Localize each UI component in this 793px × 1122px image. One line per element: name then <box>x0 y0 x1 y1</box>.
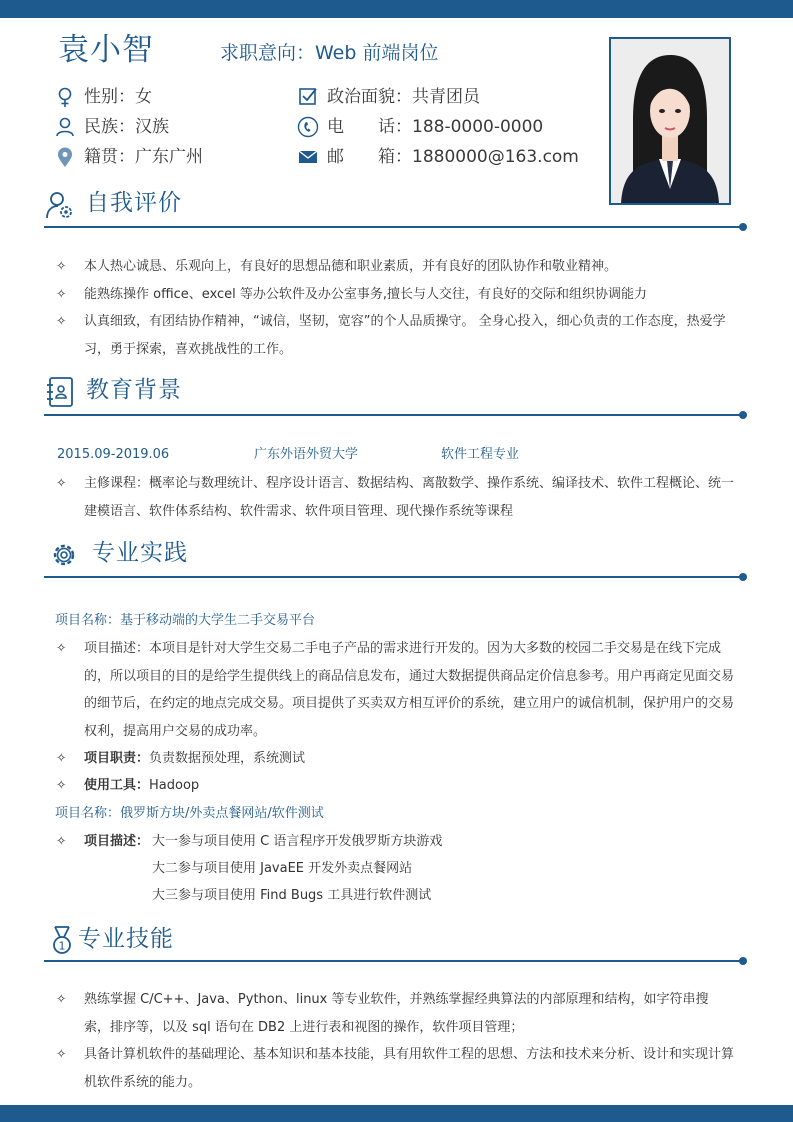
section-header-self <box>44 185 747 225</box>
section-title-practice: 专业实践 <box>92 540 188 566</box>
bullet-icon: ✧ <box>56 286 67 301</box>
bullet-icon: ✧ <box>56 1046 67 1061</box>
bottom-color-bar <box>0 1105 793 1122</box>
info-politics-text: 政治面貌：共青团员 <box>327 87 480 107</box>
bullet-icon: ✧ <box>56 833 67 848</box>
info-gender-text: 性别：女 <box>84 87 152 107</box>
medal-icon <box>46 925 78 957</box>
section-title-self: 自我评价 <box>86 190 182 216</box>
section-divider <box>44 576 744 578</box>
checkbox-icon <box>297 86 319 108</box>
person-icon <box>54 116 76 138</box>
info-politics <box>327 85 480 109</box>
section-header-education <box>44 372 747 412</box>
section-header-skills <box>44 921 747 961</box>
section-header-practice <box>44 535 747 575</box>
gear-icon <box>48 539 80 571</box>
project1-name: 项目名称：基于移动端的大学生二手交易平台 <box>55 613 316 628</box>
bullet-icon: ✧ <box>56 777 67 792</box>
self-item-2: 能熟练操作 office、excel 等办公软件及办公室事务,擅长与人交往，有良好的交际和组织协调能力 <box>84 287 648 302</box>
bullet-icon: ✧ <box>56 313 67 328</box>
project2-desc-line-2: 大二参与项目使用 JavaEE 开发外卖点餐网站 <box>152 861 413 876</box>
section-divider-dot <box>739 411 747 419</box>
project1-tool-text: Hadoop <box>149 778 200 793</box>
project2-desc-label-box <box>84 828 154 856</box>
info-phone-text: 电 话：188-0000-0000 <box>327 117 544 137</box>
section-divider-dot <box>739 223 747 231</box>
edu-period: 2015.09-2019.06 <box>57 447 170 462</box>
bullet-icon: ✧ <box>56 258 67 273</box>
profile-photo <box>609 37 731 205</box>
section-title-education: 教育背景 <box>86 377 182 403</box>
section-divider <box>44 960 744 962</box>
job-intent: 求职意向：Web 前端岗位 <box>220 42 439 64</box>
skills-item-1: 熟练掌握 C/C++、Java、Python、linux 等专业软件，并熟练掌握经典算法的内部原理和结构，如字符串搜索，排序等，以及 sql 语句在 DB2 上进行表和视图的操作，软件项目管理； <box>84 992 709 1035</box>
user-gear-icon <box>44 189 76 221</box>
location-icon <box>54 146 76 168</box>
section-divider-dot <box>739 957 747 965</box>
info-origin-text: 籍贯：广东广州 <box>84 147 203 167</box>
self-item-3: 认真细致，有团结协作精神，“诚信，坚韧，宽容”的个人品质操守。 全身心投入，细心负责的工作态度，热爱学习，勇于探索，喜欢挑战性的工作。 <box>84 314 726 357</box>
edu-school: 广东外语外贸大学 <box>254 447 359 462</box>
info-ethnicity <box>84 115 169 139</box>
info-ethnicity-text: 民族：汉族 <box>84 117 169 137</box>
phone-icon <box>297 116 319 138</box>
mail-icon <box>297 146 319 168</box>
edu-major: 软件工程专业 <box>441 447 520 462</box>
bullet-icon: ✧ <box>56 750 67 765</box>
section-divider <box>44 226 744 228</box>
info-origin <box>84 145 203 169</box>
info-gender <box>84 85 152 109</box>
edu-courses: 主修课程：概率论与数理统计、程序设计语言、数据结构、离散数学、操作系统、编译技术、软件工程概论、统一建模语言、软件体系结构、软件需求、软件项目管理、现代操作系统等课程 <box>84 476 735 519</box>
top-color-bar <box>0 0 793 18</box>
project1-duty-text: 负责数据预处理，系统测试 <box>149 751 306 766</box>
section-title-skills: 专业技能 <box>78 926 174 952</box>
address-book-icon <box>44 376 76 408</box>
project1-tool-label: 使用工具： <box>84 778 150 793</box>
bullet-icon: ✧ <box>56 640 67 655</box>
bullet-icon: ✧ <box>56 991 67 1006</box>
self-item-1: 本人热心诚恳、乐观向上，有良好的思想品德和职业素质，并有良好的团队协作和敬业精神。 <box>84 259 618 274</box>
project2-desc-label: 项目描述： <box>84 834 150 849</box>
project2-name: 项目名称：俄罗斯方块/外卖点餐网站/软件测试 <box>55 806 324 821</box>
info-phone <box>327 115 543 139</box>
project1-tool <box>84 772 734 800</box>
section-divider <box>44 414 744 416</box>
project1-duty-label: 项目职责： <box>84 751 150 766</box>
info-email <box>327 145 579 169</box>
section-divider-dot <box>739 573 747 581</box>
project2-desc-line-3: 大三参与项目使用 Find Bugs 工具进行软件测试 <box>152 888 432 903</box>
project1-duty <box>84 745 734 773</box>
skills-item-2: 具备计算机软件的基础理论、基本知识和基本技能，具有用软件工程的思想、方法和技术来分析、设计和实现计算机软件系统的能力。 <box>84 1047 735 1090</box>
bullet-icon: ✧ <box>56 475 67 490</box>
female-icon <box>54 86 76 108</box>
svg-text:1: 1 <box>58 939 66 953</box>
info-email-text: 邮 箱：1880000@163.com <box>327 147 579 167</box>
project1-desc: 项目描述：本项目是针对大学生交易二手电子产品的需求进行开发的。因为大多数的校园二手交易是在线下完成的，所以项目的目的是给学生提供线上的商品信息发布，通过大数据提供商品定价信息参考。用户再商定见面交易的细节后，在约定的地点完成交易。项目提供了买卖双方相互评价的系统，建立用户的诚信机制，保护用户的交易权利，提高用户交易的成功率。 <box>84 641 735 739</box>
project2-desc-line-1: 大一参与项目使用 C 语言程序开发俄罗斯方块游戏 <box>152 834 443 849</box>
candidate-name: 袁小智 <box>58 32 154 68</box>
